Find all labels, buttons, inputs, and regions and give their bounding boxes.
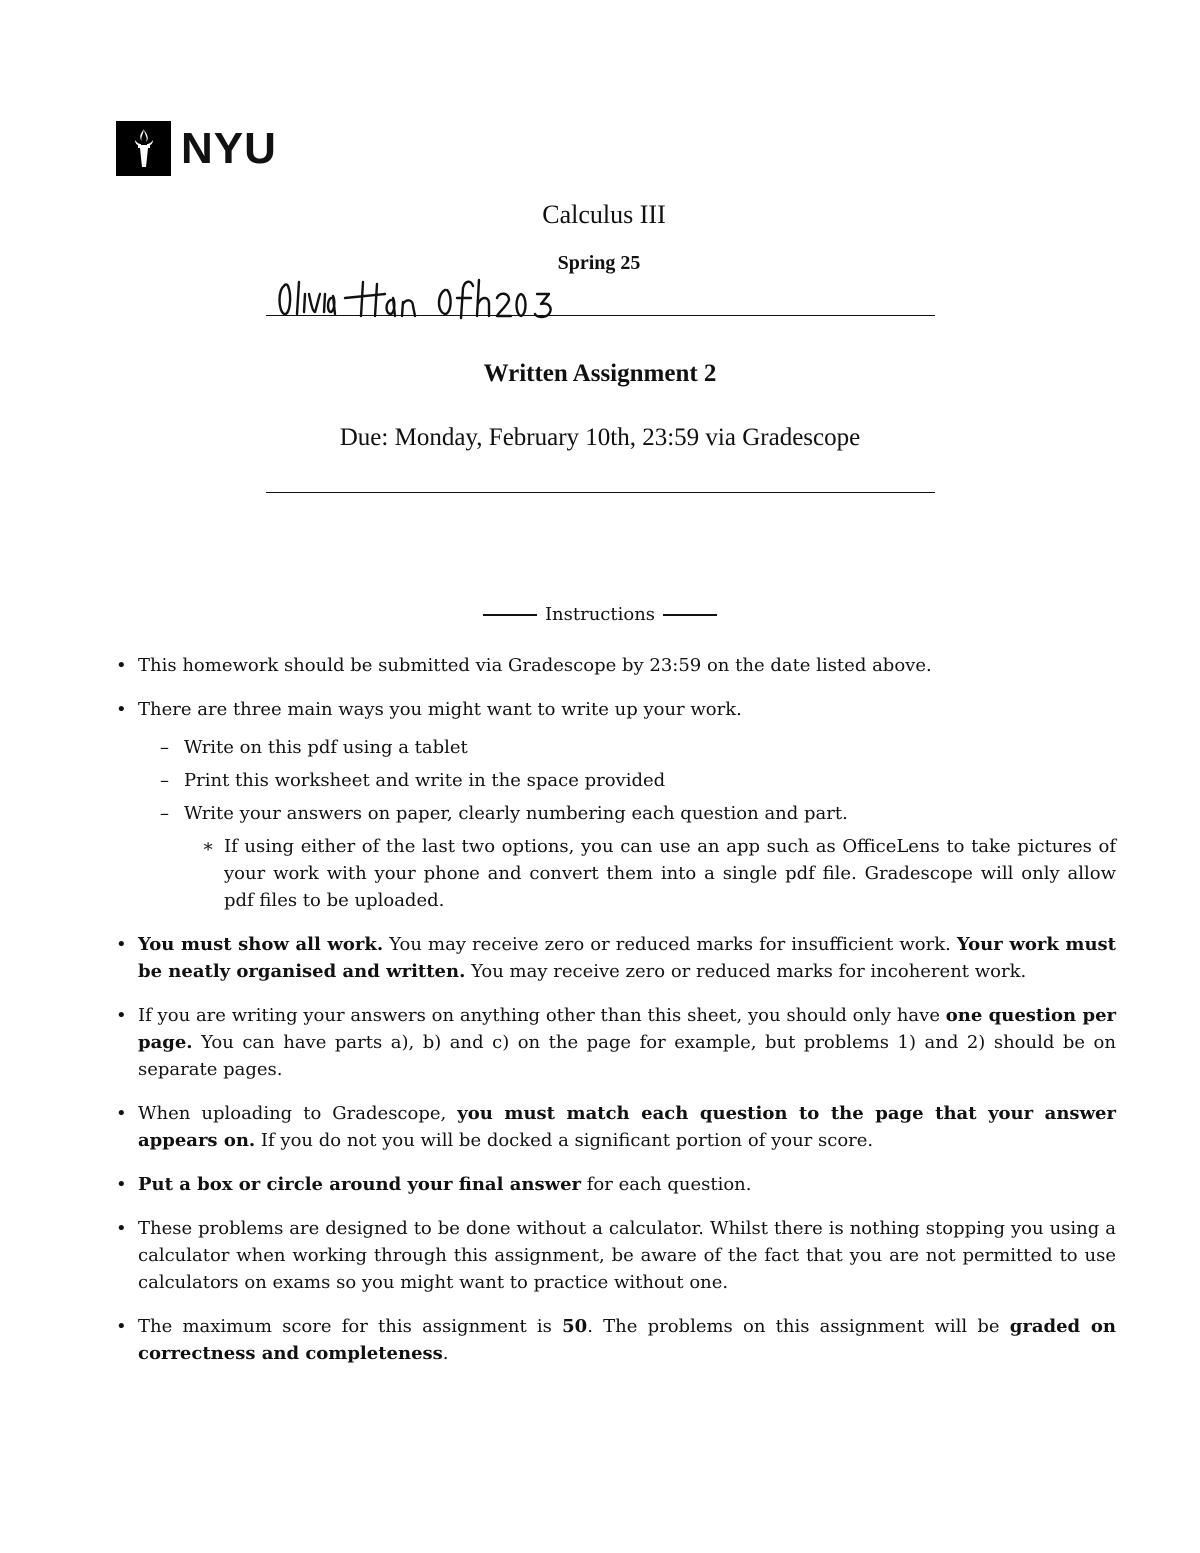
bold-text: graded on correctness and completeness — [138, 1316, 1116, 1364]
heading-rule-right — [663, 614, 717, 616]
bullet-icon: • — [116, 655, 127, 676]
student-signature — [275, 272, 595, 326]
plain-text: You may receive zero or reduced marks for incoherent work. — [465, 961, 1027, 982]
list-item — [116, 931, 1116, 985]
plain-text: . The problems on this assignment will be — [587, 1316, 1010, 1337]
nyu-logo — [116, 121, 277, 176]
list-item-text — [138, 934, 1116, 982]
list-item — [116, 652, 1116, 679]
plain-text: When uploading to Gradescope, — [138, 1103, 458, 1124]
list-item — [116, 1313, 1116, 1367]
instructions-heading — [0, 604, 1200, 625]
bold-text: Your work must be neatly organised and written. — [138, 934, 1116, 982]
dash-icon: – — [160, 770, 169, 791]
bullet-icon: • — [116, 934, 127, 955]
sub-list-item-text: Write on this pdf using a tablet — [184, 737, 468, 758]
bold-text: you must match each question to the page that your answer appears on. — [138, 1103, 1116, 1151]
bullet-icon: • — [116, 1174, 127, 1195]
bold-text: one question per page. — [138, 1005, 1117, 1053]
list-item — [116, 1171, 1116, 1198]
bullet-icon: • — [116, 699, 127, 720]
list-item — [116, 696, 1116, 723]
semester-label: Spring 25 — [557, 252, 641, 274]
sub-list-item — [116, 800, 1116, 827]
plain-text: If you are writing your answers on anything other than this sheet, you should only have — [138, 1005, 946, 1026]
assignment-title: Written Assignment 2 — [483, 360, 717, 387]
dash-icon: – — [160, 737, 169, 758]
sub-sub-list-item-text: If using either of the last two options, you can use an app such as OfficeLens to take pictures of your work with your phone and convert them into a single pdf file. Gradescope will only allow pdf files to be uploaded. — [224, 836, 1116, 911]
due-date: Due: Monday, February 10th, 23:59 via Gradescope — [339, 424, 861, 451]
list-item-text — [138, 1103, 1116, 1151]
plain-text: for each question. — [581, 1174, 752, 1195]
dash-icon: – — [160, 803, 169, 824]
header-divider — [266, 492, 935, 493]
bullet-icon: • — [116, 1103, 127, 1124]
instructions-list — [116, 652, 1116, 1384]
sub-list-item-text: Print this worksheet and write in the space provided — [184, 770, 666, 791]
asterisk-icon: ∗ — [202, 836, 215, 857]
sub-list-item — [116, 734, 1116, 761]
list-item — [116, 1215, 1116, 1296]
name-line — [266, 315, 935, 316]
plain-text: The maximum score for this assignment is — [138, 1316, 563, 1337]
bullet-icon: • — [116, 1316, 127, 1337]
sub-list-item-text: Write your answers on paper, clearly numbering each question and part. — [184, 803, 848, 824]
sub-sub-list-item — [116, 833, 1116, 914]
bold-text: Put a box or circle around your final answer — [138, 1174, 582, 1195]
plain-text: If you do not you will be docked a significant portion of your score. — [255, 1130, 874, 1151]
sub-list-item — [116, 767, 1116, 794]
instructions-heading-label: Instructions — [544, 604, 656, 625]
list-item — [116, 1002, 1116, 1083]
torch-icon — [116, 121, 171, 176]
plain-text: You can have parts a), b) and c) on the page for example, but problems 1) and 2) should be on separate pages. — [138, 1032, 1116, 1080]
list-item — [116, 1100, 1116, 1154]
nyu-wordmark: NYU — [181, 123, 277, 173]
list-item-text — [138, 1174, 752, 1195]
heading-rule-left — [483, 614, 537, 616]
plain-text: . — [442, 1343, 449, 1364]
plain-text: You may receive zero or reduced marks for insufficient work. — [383, 934, 957, 955]
bullet-icon: • — [116, 1005, 127, 1026]
list-item-text — [138, 1005, 1116, 1080]
bold-text: You must show all work. — [138, 934, 384, 955]
list-item-text: This homework should be submitted via Gradescope by 23:59 on the date listed above. — [138, 655, 932, 676]
list-item-text: These problems are designed to be done without a calculator. Whilst there is nothing stopping you using a calculator when working through this assignment, be aware of the fact that you are not permitted to use calculators on exams so you might want to practice without one. — [138, 1218, 1116, 1293]
course-title: Calculus III — [542, 200, 666, 229]
list-item-text — [138, 1316, 1116, 1364]
list-item-text: There are three main ways you might want to write up your work. — [138, 699, 742, 720]
bullet-icon: • — [116, 1218, 127, 1239]
bold-text: 50 — [562, 1316, 588, 1337]
